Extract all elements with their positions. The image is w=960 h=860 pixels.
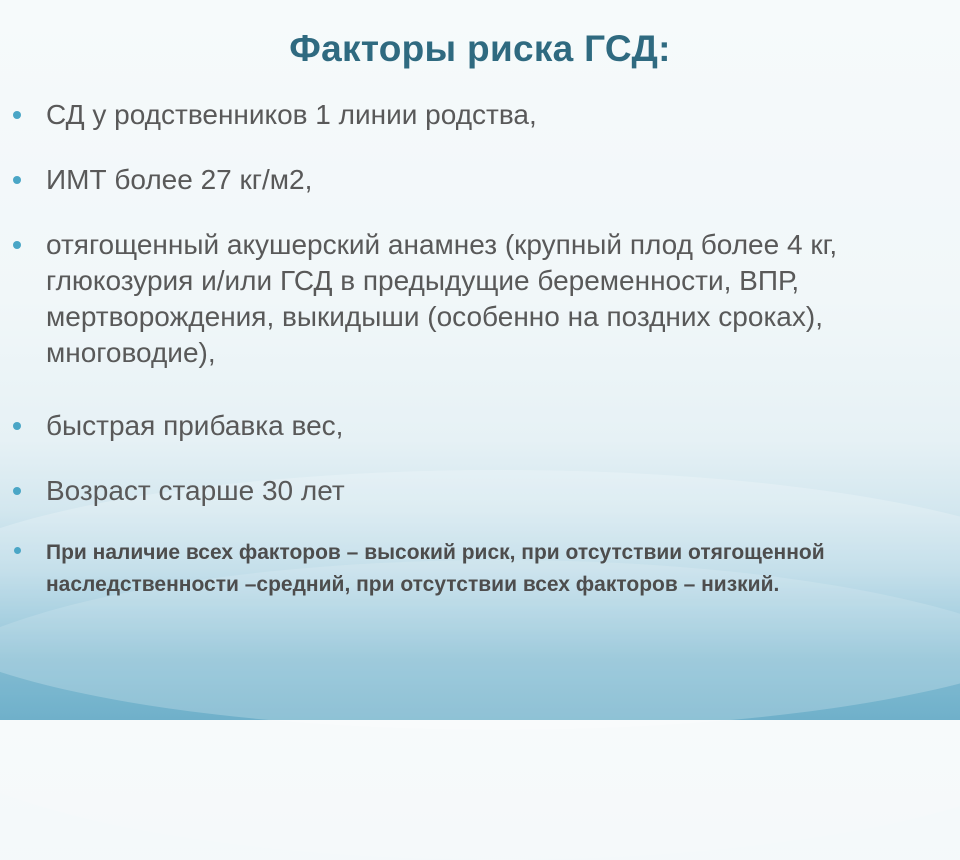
list-item-text: СД у родственников 1 линии родства, xyxy=(46,99,537,130)
list-item xyxy=(46,408,926,444)
bullet-icon xyxy=(13,241,21,249)
summary-note xyxy=(46,537,906,601)
list-item xyxy=(46,227,916,371)
slide-title: Факторы риска ГСД: xyxy=(289,28,671,69)
list-item xyxy=(46,97,926,133)
summary-note-text: При наличие всех факторов – высокий риск, при отсутствии отягощенной наследственности –средний, при отсутствии всех факторов – низкий. xyxy=(46,541,825,596)
bullet-icon xyxy=(13,487,21,495)
list-item xyxy=(46,162,926,198)
list-item-text: ИМТ более 27 кг/м2, xyxy=(46,164,313,195)
bullet-icon xyxy=(14,547,21,554)
list-item-text: отягощенный акушерский анамнез (крупный плод более 4 кг, глюкозурия и/или ГСД в предыдущие беременности, ВПР, мертворождения, выкидыши (особенно на поздних сроках), многоводие), xyxy=(46,229,838,368)
bullet-icon xyxy=(13,176,21,184)
list-item xyxy=(46,473,926,509)
bullet-icon xyxy=(13,422,21,430)
list-item-text: быстрая прибавка вес, xyxy=(46,410,344,441)
bullet-icon xyxy=(13,111,21,119)
list-item-text: Возраст старше 30 лет xyxy=(46,475,345,506)
